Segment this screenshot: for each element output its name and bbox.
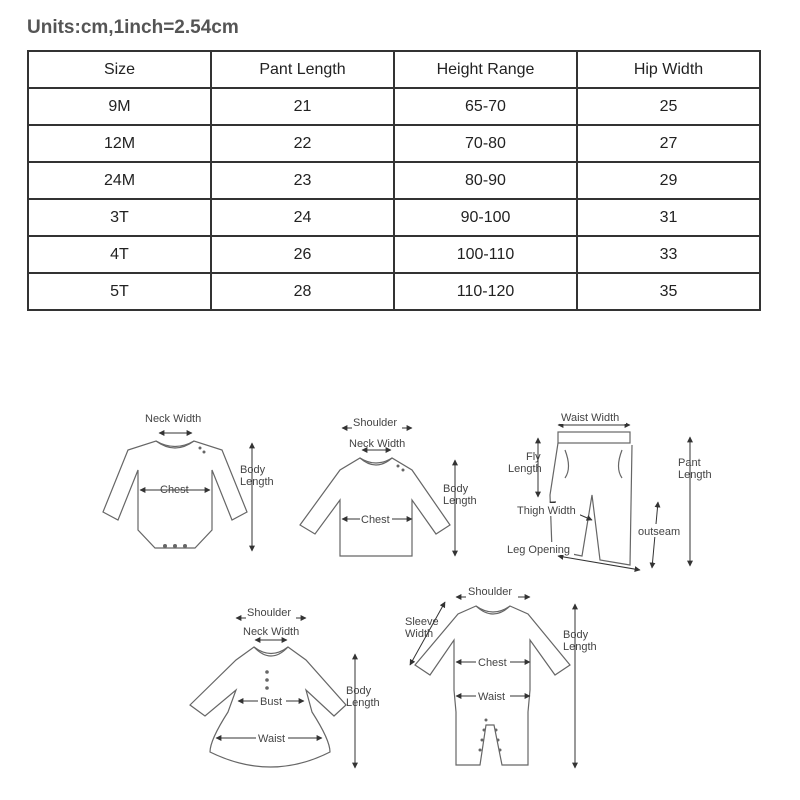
header-hip-width: Hip Width xyxy=(577,51,760,88)
cell-hip-width: 31 xyxy=(577,199,760,236)
table-row xyxy=(28,125,760,162)
pants-waist-width-label: Waist Width xyxy=(561,412,620,424)
romper-chest-label: Chest xyxy=(478,657,507,669)
cell-hip-width: 27 xyxy=(577,125,760,162)
table-row xyxy=(28,236,760,273)
dress-shoulder-label: Shoulder xyxy=(247,607,292,619)
header-pant-length: Pant Length xyxy=(211,51,394,88)
cell-hip-width: 29 xyxy=(577,162,760,199)
table-row xyxy=(28,162,760,199)
romper-body-length-label-2: Length xyxy=(563,641,597,653)
cell-pant-length: 28 xyxy=(211,273,394,310)
pants-pant-length-label-2: Length xyxy=(678,469,712,481)
header-size: Size xyxy=(28,51,211,88)
header-height-range: Height Range xyxy=(394,51,577,88)
cell-height-range: 100-110 xyxy=(394,236,577,273)
cell-pant-length: 22 xyxy=(211,125,394,162)
cell-height-range: 70-80 xyxy=(394,125,577,162)
pants-fly-length-label-1: Fly xyxy=(526,451,541,463)
cell-size: 3T xyxy=(28,199,211,236)
table-row xyxy=(28,199,760,236)
top-neck-width-label: Neck Width xyxy=(349,438,406,450)
dress-neck-width-label: Neck Width xyxy=(243,626,300,638)
bodysuit-diagram xyxy=(103,413,274,551)
table-header-row xyxy=(28,51,760,88)
bodysuit-body-length-label-2: Length xyxy=(240,476,274,488)
cell-height-range: 80-90 xyxy=(394,162,577,199)
dress-diagram xyxy=(190,606,380,768)
cell-hip-width: 25 xyxy=(577,88,760,125)
cell-size: 9M xyxy=(28,88,211,125)
table-row xyxy=(28,88,760,125)
dress-waist-label: Waist xyxy=(258,733,286,745)
cell-size: 12M xyxy=(28,125,211,162)
top-shoulder-label: Shoulder xyxy=(353,417,398,429)
top-chest-label: Chest xyxy=(361,514,390,526)
cell-pant-length: 24 xyxy=(211,199,394,236)
cell-height-range: 110-120 xyxy=(394,273,577,310)
pants-pant-length-label-1: Pant xyxy=(678,457,701,469)
bodysuit-body-length-label-1: Body xyxy=(240,464,266,476)
size-chart-table xyxy=(27,50,761,311)
cell-height-range: 65-70 xyxy=(394,88,577,125)
romper-diagram xyxy=(405,585,597,768)
romper-sleeve-width-label-1: Sleeve xyxy=(405,616,439,628)
cell-hip-width: 35 xyxy=(577,273,760,310)
cell-size: 24M xyxy=(28,162,211,199)
bodysuit-neck-width-label: Neck Width xyxy=(145,413,202,425)
pants-outseam-label: outseam xyxy=(638,526,681,538)
romper-waist-label: Waist xyxy=(478,691,506,703)
dress-bust-label: Bust xyxy=(260,696,283,708)
top-diagram xyxy=(300,417,477,556)
cell-height-range: 90-100 xyxy=(394,199,577,236)
top-body-length-label-1: Body xyxy=(443,483,469,495)
cell-size: 5T xyxy=(28,273,211,310)
top-body-length-label-2: Length xyxy=(443,495,477,507)
pants-thigh-width-label: Thigh Width xyxy=(517,505,576,517)
pants-leg-opening-label: Leg Opening xyxy=(507,544,570,556)
bodysuit-chest-label: Chest xyxy=(160,484,189,496)
romper-shoulder-label: Shoulder xyxy=(468,586,513,598)
pants-diagram xyxy=(506,411,712,570)
romper-sleeve-width-label-2: Width xyxy=(405,628,434,640)
cell-pant-length: 21 xyxy=(211,88,394,125)
cell-pant-length: 26 xyxy=(211,236,394,273)
table-row xyxy=(28,273,760,310)
dress-body-length-label-1: Body xyxy=(346,685,372,697)
cell-size: 4T xyxy=(28,236,211,273)
cell-hip-width: 33 xyxy=(577,236,760,273)
measurement-diagrams xyxy=(0,380,800,790)
units-note: Units:cm,1inch=2.54cm xyxy=(27,17,239,38)
dress-body-length-label-2: Length xyxy=(346,697,380,709)
cell-pant-length: 23 xyxy=(211,162,394,199)
pants-fly-length-label-2: Length xyxy=(508,463,542,475)
romper-body-length-label-1: Body xyxy=(563,629,589,641)
